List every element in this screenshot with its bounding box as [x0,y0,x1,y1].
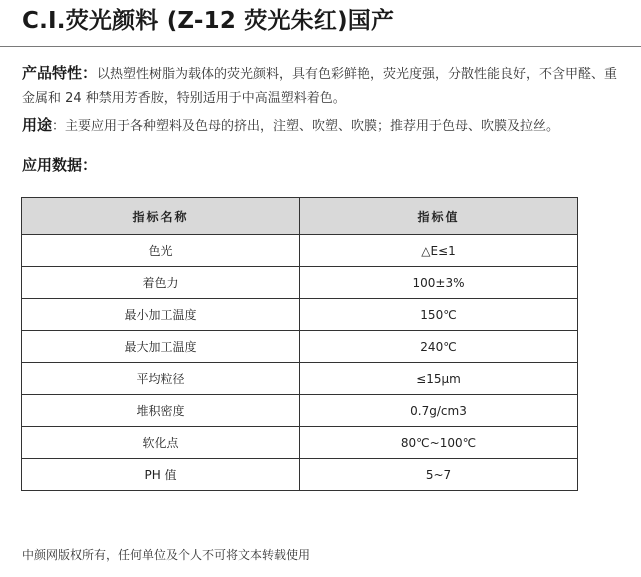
header-indicator-value: 指标值 [300,198,578,235]
row-value: ≤15μm [300,363,578,395]
row-label: 堆积密度 [22,395,300,427]
table-row [22,267,578,299]
usage-text: ：主要应用于各种塑料及色母的挤出，注塑、吹塑、吹膜；推荐用于色母、吹膜及拉丝。 [52,119,560,134]
table-row [22,331,578,363]
table-row [22,235,578,267]
specification-table [21,197,578,491]
table-row [22,395,578,427]
table-row [22,299,578,331]
row-value: 5~7 [300,459,578,491]
row-label: 最大加工温度 [22,331,300,363]
product-features-text: 以热塑性树脂为载体的荧光颜料，具有色彩鲜艳，荧光度强，分散性能良好，不含甲醛、重金属和 24 种禁用芳香胺，特别适用于中高温塑料着色。 [22,67,618,106]
row-value: 150℃ [300,299,578,331]
copyright-notice: 中颜网版权所有，任何单位及个人不可将文本转载使用 [22,548,311,562]
row-label: 软化点 [22,427,300,459]
row-label: 色光 [22,235,300,267]
table-row [22,459,578,491]
row-value: 240℃ [300,331,578,363]
product-features-label: 产品特性： [22,64,98,82]
page-title: C.I.荧光颜料 (Z-12 荧光朱红)国产 [22,8,395,34]
table-row [22,427,578,459]
row-label: 着色力 [22,267,300,299]
product-features-paragraph [22,61,622,111]
row-value: 100±3% [300,267,578,299]
table-header-row [22,198,578,235]
row-value: 80℃~100℃ [300,427,578,459]
application-data-heading: 应用数据： [22,156,98,174]
row-label: 平均粒径 [22,363,300,395]
usage-label: 用途 [22,116,53,134]
row-value: △E≤1 [300,235,578,267]
row-label: PH 值 [22,459,300,491]
usage-paragraph [22,113,622,139]
header-indicator-name: 指标名称 [22,198,300,235]
title-divider [0,46,641,47]
row-value: 0.7g/cm3 [300,395,578,427]
row-label: 最小加工温度 [22,299,300,331]
table-row [22,363,578,395]
